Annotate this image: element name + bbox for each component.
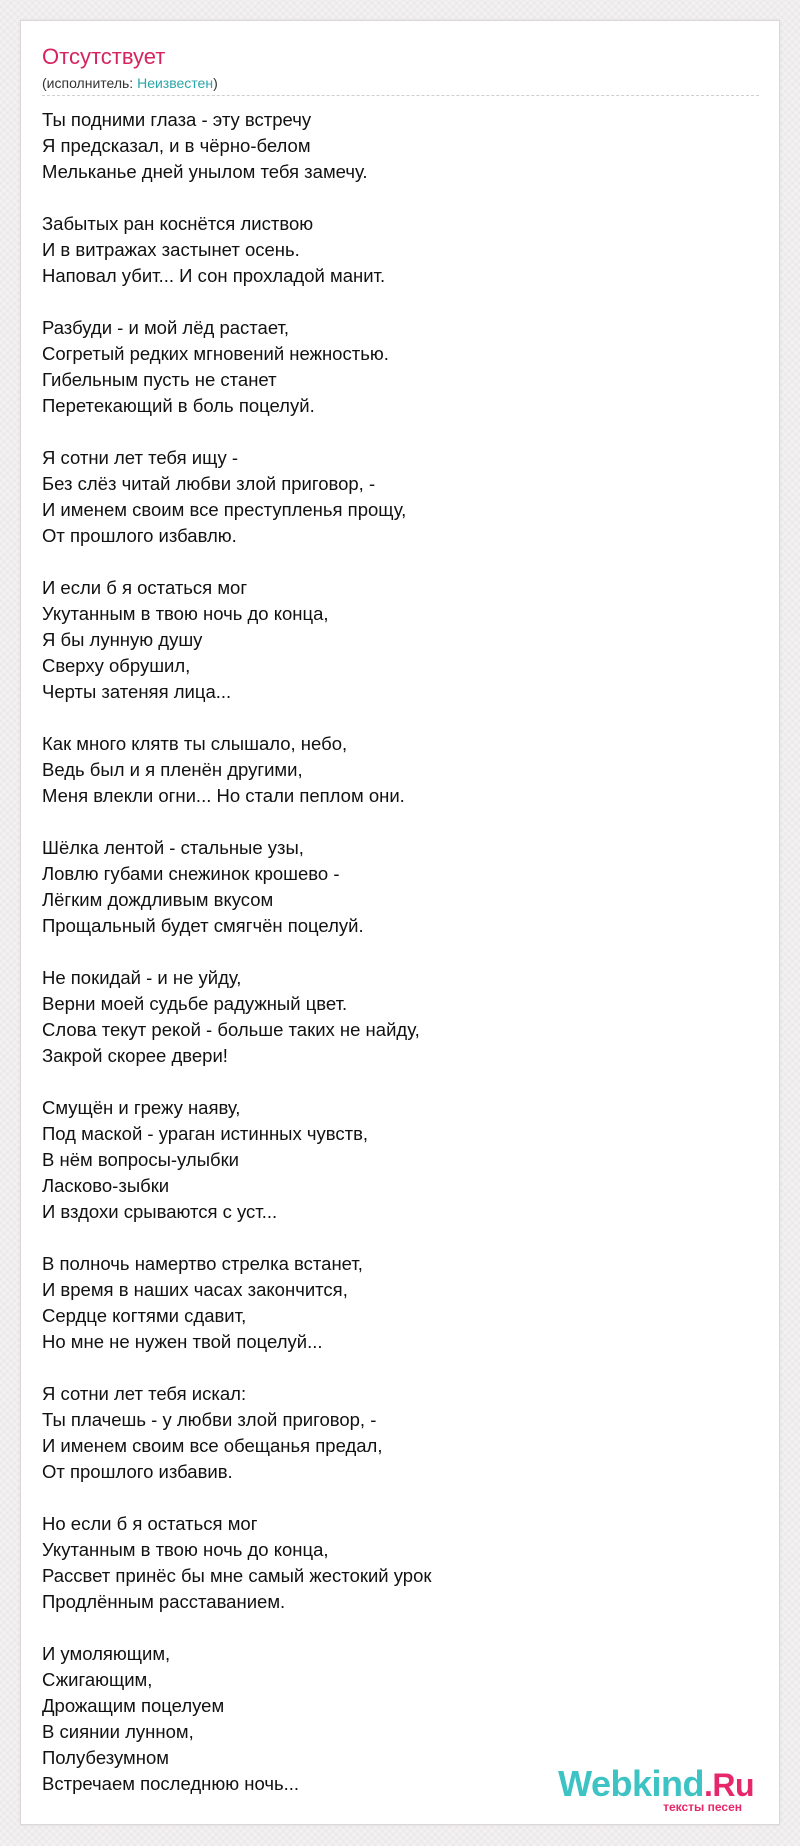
logo-domain-text: .Ru [703,1767,754,1803]
artist-line [42,74,218,92]
lyrics-card [20,20,780,1825]
lyrics-text: Ты подними глаза - эту встречу Я предсказал, и в чёрно-белом Мельканье дней унылом тебя замечу. Забытых ран коснётся листвою И в витражах застынет осень. Наповал убит... И сон прохладой манит. Разбуди - и мой лёд растает, Согретый редких мгновений нежностью. Гибельным пусть не станет Перетекающий в боль поцелуй. Я сотни лет тебя ищу - Без слёз читай любви злой приговор, - И именем своим все преступленья прощу, От прошлого избавлю. И если б я остаться мог Укутанным в твою ночь до конца, Я бы лунную душу Сверху обрушил, Черты затеняя лица... Как много клятв ты слышало, небо, Ведь был и я пленён другими, Меня влекли огни... Но стали пеплом они. Шёлка лентой - стальные узы, Ловлю губами снежинок крошево - Лёгким дождливым вкусом Прощальный будет смягчён поцелуй. Не покидай - и не уйду, Верни моей судьбе радужный цвет. Слова текут рекой - больше таких не найду, Закрой скорее двери! Смущён и грежу наяву, Под маской - ураган истинных чувств, В нём вопросы-улыбки Ласково-зыбки И вздохи срываются с уст... В полночь намертво стрелка встанет, И время в наших часах закончится, Сердце когтями сдавит, Но мне не нужен твой поцелуй... Я сотни лет тебя искал: Ты плачешь - у любви злой приговор, - И именем своим все обещанья предал, От прошлого избавив. Но если б я остаться мог Укутанным в твою ночь до конца, Рассвет принёс бы мне самый жестокий урок Продлённым расставанием. И умоляющим, Сжигающим, Дрожащим поцелуем В сиянии лунном, Полубезумном Встречаем последнюю ночь... [42,109,432,1794]
logo-tagline: тексты песен [663,1800,742,1814]
song-title: Отсутствует [42,44,166,69]
site-logo[interactable] [558,1763,754,1814]
title-divider [42,95,759,96]
logo-main-text: Webkind [558,1763,704,1804]
logo-wordmark [558,1763,754,1804]
artist-link[interactable]: Неизвестен [137,75,214,91]
artist-prefix: (исполнитель: [42,75,138,91]
artist-suffix: ) [213,75,218,91]
